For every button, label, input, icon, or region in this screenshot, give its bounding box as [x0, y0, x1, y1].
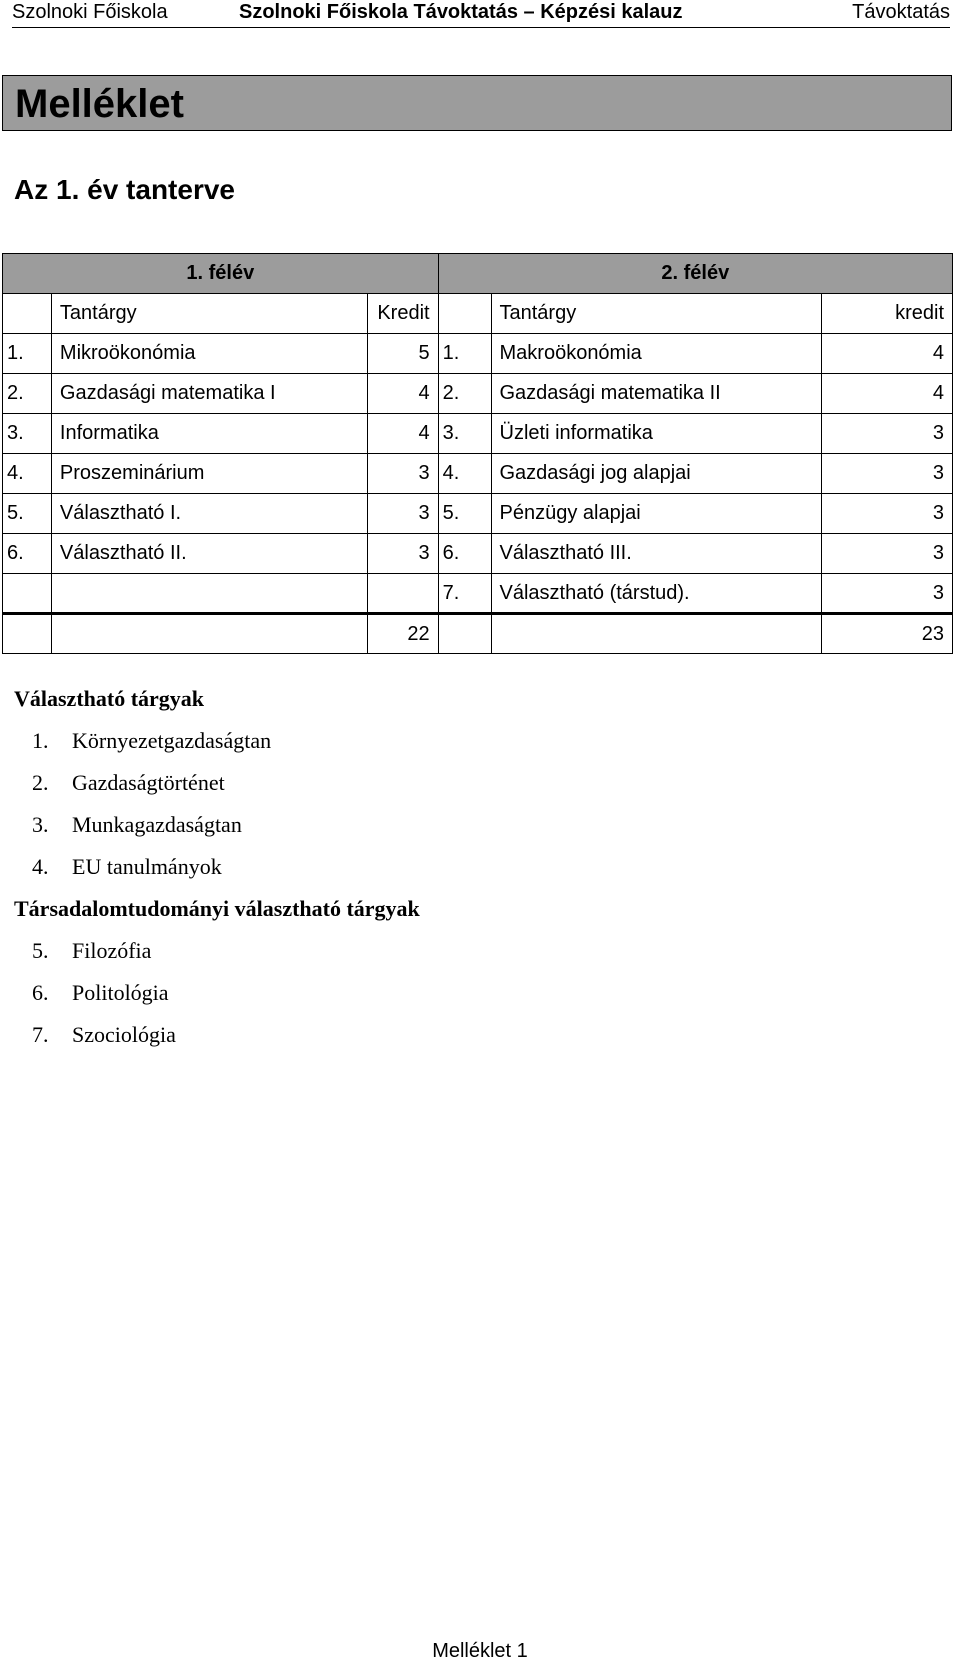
subject-cell: Gazdasági matematika II: [491, 374, 822, 414]
list-item: [14, 972, 420, 1014]
header-right: Távoktatás: [852, 1, 950, 23]
credit-cell: 3: [367, 534, 438, 574]
table-row: [3, 574, 953, 614]
page-title: Melléklet: [2, 75, 952, 131]
credit-cell: 5: [367, 334, 438, 374]
row-index: 1.: [3, 334, 52, 374]
elective-section: [14, 678, 420, 1056]
header-left: Szolnoki Főiskola: [12, 1, 168, 23]
elective-heading: Választható tárgyak: [14, 686, 205, 711]
row-index: 4.: [3, 454, 52, 494]
table-row: [3, 334, 953, 374]
list-label: Munkagazdaságtan: [72, 812, 242, 837]
column-header-row: [3, 294, 953, 334]
credit-cell: 3: [822, 454, 953, 494]
row-index: 1.: [438, 334, 491, 374]
table-cell: [51, 614, 367, 654]
list-label: Politológia: [72, 980, 169, 1005]
subject-cell: Pénzügy alapjai: [491, 494, 822, 534]
page-header: [12, 0, 950, 28]
total-credit-1: 22: [367, 614, 438, 654]
column-header-credit-1: Kredit: [367, 294, 438, 334]
list-number: 6.: [32, 980, 49, 1005]
list-item: [14, 762, 420, 804]
row-index: 5.: [3, 494, 52, 534]
list-label: EU tanulmányok: [72, 854, 222, 879]
list-number: 3.: [32, 812, 49, 837]
subject-cell: Választható I.: [51, 494, 367, 534]
subject-cell: Üzleti informatika: [491, 414, 822, 454]
subject-cell: [51, 574, 367, 614]
table-cell: [491, 614, 822, 654]
subject-cell: Választható II.: [51, 534, 367, 574]
column-header-subject-1: Tantárgy: [51, 294, 367, 334]
credit-cell: 3: [367, 454, 438, 494]
table-row: [3, 494, 953, 534]
row-index: 3.: [3, 414, 52, 454]
subject-cell: Gazdasági matematika I: [51, 374, 367, 414]
credit-cell: 4: [822, 374, 953, 414]
list-label: Filozófia: [72, 938, 152, 963]
subject-cell: Választható (társtud).: [491, 574, 822, 614]
credit-cell: 3: [822, 414, 953, 454]
credit-cell: 3: [822, 494, 953, 534]
row-index: 7.: [438, 574, 491, 614]
credit-cell: 4: [822, 334, 953, 374]
row-index: [3, 574, 52, 614]
social-elective-heading: Társadalomtudományi választható tárgyak: [14, 896, 420, 921]
section-title: Az 1. év tanterve: [14, 174, 235, 205]
total-credit-2: 23: [822, 614, 953, 654]
column-header-subject-2: Tantárgy: [491, 294, 822, 334]
list-number: 7.: [32, 1022, 49, 1047]
table-cell: [3, 614, 52, 654]
header-center: Szolnoki Főiskola Távoktatás – Képzési kalauz: [239, 1, 683, 23]
row-index: 3.: [438, 414, 491, 454]
list-item: [14, 720, 420, 762]
subject-cell: Makroökonómia: [491, 334, 822, 374]
credit-cell: [367, 574, 438, 614]
list-item: [14, 804, 420, 846]
subject-cell: Gazdasági jog alapjai: [491, 454, 822, 494]
credit-cell: 4: [367, 374, 438, 414]
credit-cell: 4: [367, 414, 438, 454]
credit-cell: 3: [822, 574, 953, 614]
list-item: [14, 846, 420, 888]
table-cell: [438, 614, 491, 654]
subject-cell: Informatika: [51, 414, 367, 454]
subject-cell: Proszeminárium: [51, 454, 367, 494]
column-header-credit-2: kredit: [822, 294, 953, 334]
subject-cell: Mikroökonómia: [51, 334, 367, 374]
table-cell: [438, 294, 491, 334]
row-index: 6.: [438, 534, 491, 574]
table-row: [3, 454, 953, 494]
list-item: [14, 1014, 420, 1056]
list-number: 4.: [32, 854, 49, 879]
semester-2-header: 2. félév: [438, 254, 952, 294]
credit-cell: 3: [367, 494, 438, 534]
row-index: 4.: [438, 454, 491, 494]
row-index: 5.: [438, 494, 491, 534]
semester-1-header: 1. félév: [3, 254, 439, 294]
row-index: 2.: [3, 374, 52, 414]
page-footer: Melléklet 1: [432, 1640, 528, 1662]
list-label: Gazdaságtörténet: [72, 770, 225, 795]
table-row: [3, 374, 953, 414]
table-row: [3, 414, 953, 454]
subject-cell: Választható III.: [491, 534, 822, 574]
list-number: 5.: [32, 938, 49, 963]
total-row: [3, 614, 953, 654]
list-label: Szociológia: [72, 1022, 176, 1047]
table-row: [3, 534, 953, 574]
row-index: 6.: [3, 534, 52, 574]
list-label: Környezetgazdaságtan: [72, 728, 272, 753]
list-number: 2.: [32, 770, 49, 795]
table-cell: [3, 294, 52, 334]
semester-header-row: [3, 254, 953, 294]
list-number: 1.: [32, 728, 49, 753]
list-item: [14, 930, 420, 972]
credit-cell: 3: [822, 534, 953, 574]
row-index: 2.: [438, 374, 491, 414]
curriculum-table: [2, 253, 953, 654]
